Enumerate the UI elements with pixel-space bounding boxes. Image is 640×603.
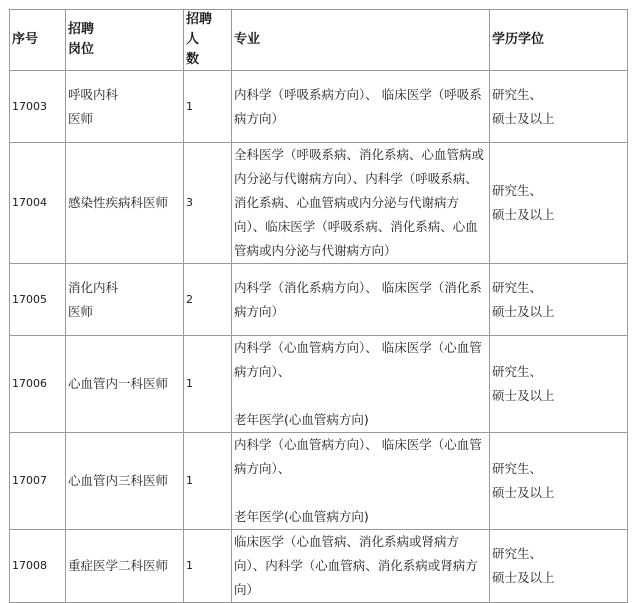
post-cell: 感染性疾病科医师 — [66, 143, 184, 264]
header-major: 专业 — [232, 10, 490, 71]
header-seq: 序号 — [10, 10, 66, 71]
table-row — [10, 336, 628, 433]
degree-cell: 研究生、 硕士及以上 — [490, 433, 628, 530]
major-text: 内科学（消化系病方向）、 临床医学（消化系病方向） — [234, 279, 482, 319]
major-text: 内科学（心血管病方向）、 临床医学（心血管病方向）、 — [234, 437, 482, 476]
count-cell: 1 — [184, 71, 232, 143]
count-cell: 3 — [184, 143, 232, 264]
major-cell — [232, 264, 490, 336]
post-cell: 呼吸内科 医师 — [66, 71, 184, 143]
degree-cell: 研究生、 硕士及以上 — [490, 264, 628, 336]
seq-cell: 17003 — [10, 71, 66, 143]
table-row — [10, 71, 628, 143]
major-extra-text: 老年医学(心血管病方向) — [234, 509, 369, 524]
post-cell: 心血管内三科医师 — [66, 433, 184, 530]
seq-cell: 17005 — [10, 264, 66, 336]
major-cell — [232, 336, 490, 433]
post-cell: 重症医学二科医师 — [66, 530, 184, 603]
seq-cell: 17004 — [10, 143, 66, 264]
major-text: 内科学（心血管病方向）、 临床医学（心血管病方向）、 — [234, 340, 482, 379]
degree-cell: 研究生、 硕士及以上 — [490, 143, 628, 264]
header-count: 招聘 人 数 — [184, 10, 232, 71]
degree-cell: 研究生、 硕士及以上 — [490, 71, 628, 143]
header-row — [10, 10, 628, 71]
degree-cell: 研究生、 硕士及以上 — [490, 336, 628, 433]
major-text: 内科学（呼吸系病方向）、 临床医学（呼吸系病方向） — [234, 86, 482, 126]
post-cell: 心血管内一科医师 — [66, 336, 184, 433]
count-cell: 1 — [184, 433, 232, 530]
header-degree: 学历学位 — [490, 10, 628, 71]
seq-cell: 17006 — [10, 336, 66, 433]
table-row — [10, 433, 628, 530]
major-cell — [232, 143, 490, 264]
header-post: 招聘 岗位 — [66, 10, 184, 71]
table-row — [10, 530, 628, 603]
count-cell: 1 — [184, 336, 232, 433]
major-cell — [232, 530, 490, 603]
major-text: 全科医学（呼吸系病、消化系病、心血管病或内分泌与代谢病方向）、内科学（呼吸系病、消化系病、心血管病或内分泌与代谢病方向）、临床医学（呼吸系病、消化系病、心血管病或内分泌与代谢病方向） — [234, 147, 485, 258]
table-row — [10, 143, 628, 264]
major-cell — [232, 433, 490, 530]
degree-cell: 研究生、 硕士及以上 — [490, 530, 628, 603]
count-cell: 1 — [184, 530, 232, 603]
seq-cell: 17007 — [10, 433, 66, 530]
major-extra-text: 老年医学(心血管病方向) — [234, 412, 369, 427]
table-row — [10, 264, 628, 336]
count-cell: 2 — [184, 264, 232, 336]
seq-cell: 17008 — [10, 530, 66, 603]
major-text: 临床医学（心血管病、消化系病或肾病方向）、内科学（心血管病、消化系病或肾病方向） — [234, 534, 478, 597]
recruitment-table — [9, 9, 628, 603]
post-cell: 消化内科 医师 — [66, 264, 184, 336]
major-cell — [232, 71, 490, 143]
